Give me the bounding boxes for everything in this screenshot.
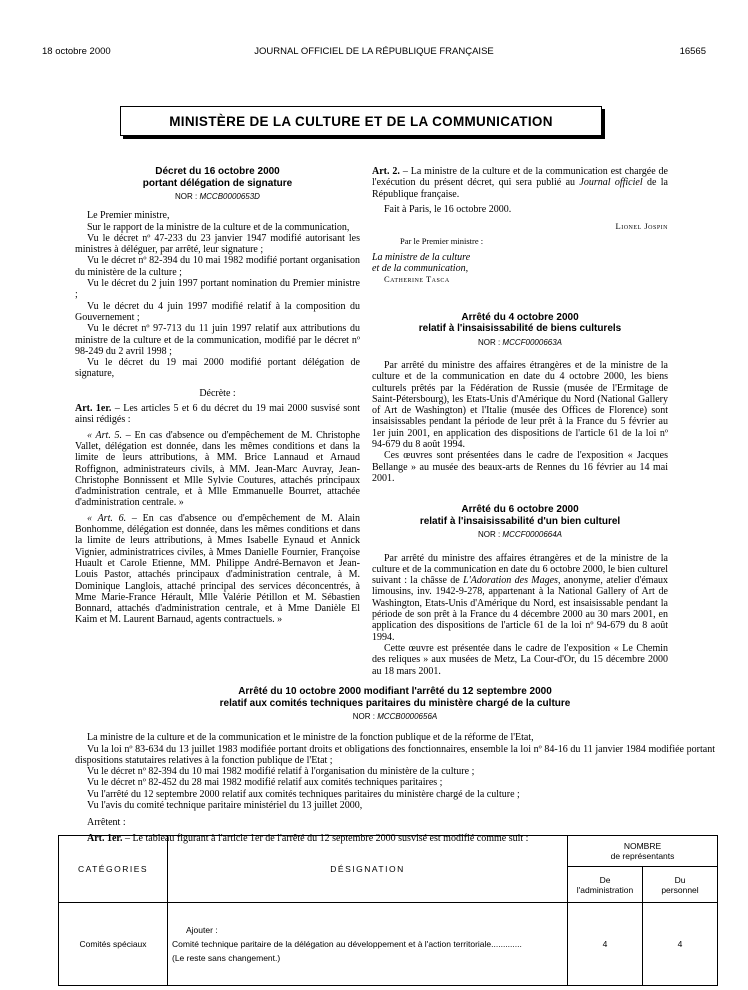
header-personnel: Du personnel (643, 867, 718, 903)
left-column (75, 166, 360, 626)
decree1-decrete: Décrète : (199, 387, 236, 399)
header-date: 18 octobre 2000 (42, 46, 111, 57)
decree1-signatory: Lionel Jospin (615, 221, 668, 232)
decree1-paragraph: Vu le décret nº 97-713 du 11 juin 1997 relatif aux attributions du ministre de la culture et de la communication, modifié par le décret nº 98-249 du 2 avril 1998 ; (75, 323, 360, 357)
table-header-row (59, 836, 718, 867)
cell-designation: Ajouter : Comité technique paritaire de la délégation au développement et à l'action territoriale............. (Le reste sans changement.) (168, 903, 568, 986)
arrete3-arretent: Arrêtent : (87, 817, 126, 829)
arrete3-section (75, 686, 715, 844)
arrete3-paragraph: Vu le décret nº 82-394 du 10 mai 1982 modifié relatif à l'organisation du ministère de la culture ; (87, 766, 475, 778)
decree1-article-1: Art. 1er. – Les articles 5 et 6 du décret du 19 mai 2000 susvisé sont ainsi rédigés : (75, 403, 360, 426)
decree1-article-5: « Art. 5. – En cas d'absence ou d'empêchement de M. Christophe Vallet, délégation est donnée, dans les mêmes conditions et dans la limite de leurs attributions, à MM. Brice Lannaud et Arnaud Roffignon, administrateurs civils, à MM. Jean-Marc Auvray, Jean-Christophe Bonnissent et Mlle Sylvie Coutures, attachés principaux d'administration centrale, et à Mlle Emmanuelle Bourret, attachée d'administration centrale. » (75, 429, 360, 509)
decree1-title: Décret du 16 octobre 2000 portant délégation de signature (142, 166, 293, 189)
arrete2-title: Arrêté du 6 octobre 2000 relatif à l'insaisissabilité d'un bien culturel (419, 504, 621, 527)
decree1-paragraph: Vu le décret nº 82-394 du 10 mai 1982 modifié portant organisation du ministère de la culture ; (75, 255, 360, 278)
decree1-paragraph: Vu le décret du 4 juin 1997 modifié relatif à la composition du Gouvernement ; (75, 300, 360, 323)
decree1-paragraph: Sur le rapport de la ministre de la culture et de la communication, (87, 221, 350, 233)
cell-category: Comités spéciaux (59, 903, 168, 986)
arrete2-paragraph: Cette œuvre est présentée dans le cadre de l'exposition « Le Chemin des reliques » aux musées de Metz, La Cour-d'Or, du 15 décembre 2000 au 18 mars 2001. (372, 642, 668, 677)
arrete3-nor: NOR : MCCB0000656A (352, 712, 438, 721)
arrete1-paragraph: Ces œuvres sont présentées dans le cadre de l'exposition « Jacques Bellange » au musée des beaux-arts de Rennes du 16 février au 14 mai 2001. (372, 450, 668, 484)
decree1-minister: La ministre de la culture et de la communication, Catherine Tasca (372, 251, 471, 285)
arrete3-paragraph: Vu la loi nº 83-634 du 13 juillet 1983 modifiée portant droits et obligations des fonctionnaires, ensemble la loi nº 84-16 du 11 janvier 1984 modifiée portant dispositions statutaires relatives à la fonction publique de l'Etat ; (75, 743, 715, 766)
decree1-paragraph: Le Premier ministre, (87, 210, 170, 222)
arrete1-nor: NOR : MCCF0000663A (477, 337, 563, 347)
cell-personnel-count: 4 (643, 903, 718, 986)
decree1-paragraph: Vu le décret du 2 juin 1997 portant nomination du Premier ministre ; (75, 278, 360, 301)
header-administration: De l'administration (568, 867, 643, 903)
arrete1-title: Arrêté du 4 octobre 2000 relatif à l'insaisissabilité de biens culturels (418, 311, 622, 335)
decree1-fait: Fait à Paris, le 16 octobre 2000. (384, 203, 512, 215)
page-header (42, 46, 706, 60)
decree1-paragraph: Vu le décret nº 47-233 du 23 janvier 1947 modifié autorisant les ministres à déléguer, par arrêté, leur signature ; (75, 232, 360, 256)
header-journal-title: JOURNAL OFFICIEL DE LA RÉPUBLIQUE FRANÇAISE (254, 46, 494, 57)
decree1-article-2: Art. 2. – La ministre de la culture et de la communication est chargée de l'exécution du présent décret, qui sera publié au Journal officiel de la République française. (372, 166, 668, 200)
header-page-number: 16565 (679, 46, 706, 57)
header-designation: DÉSIGNATION (168, 836, 568, 903)
arrete3-paragraph: Vu le décret nº 82-452 du 28 mai 1982 modifié relatif aux comités techniques paritaires ; (87, 777, 443, 789)
arrete2-paragraph: Par arrêté du ministre des affaires étrangères et de la ministre de la culture et de la communication en date du 6 octobre 2000, le bien culturel suivant : la châsse de L'Adoration des Mages, anonyme, atelier d'émaux limousins, inv. 1942-9-278, appartenant à la National Gallery of Art de Washington, Etats-Unis d'Amérique du Nord, est insaisissable pendant la période de son prêt à la France du 4 décembre 2000 au 30 mars 2001, en application des dispositions de l'article 61 de la loi nº 94-679 du 8 août 1994. (372, 552, 669, 643)
decree1-paragraph: Vu le décret du 19 mai 2000 modifié portant délégation de signature, (75, 357, 360, 380)
ministry-title: MINISTÈRE DE LA CULTURE ET DE LA COMMUNICATION (169, 113, 553, 129)
right-column (372, 166, 668, 677)
header-categories: CATÉGORIES (59, 836, 168, 903)
cell-admin-count: 4 (568, 903, 643, 986)
table-row (59, 903, 718, 986)
header-nombre: NOMBRE de représentants (568, 836, 718, 867)
arrete3-article-1: Art. 1er. – Le tableau figurant à l'article 1er de l'arrêté du 12 septembre 2000 susvisé est modifié comme suit : (87, 832, 529, 844)
ministry-banner (120, 106, 602, 136)
arrete3-paragraph: La ministre de la culture et de la communication et le ministre de la fonction publique et de la réforme de l'Etat, (87, 732, 534, 744)
arrete3-paragraph: Vu l'arrêté du 12 septembre 2000 relatif aux comités techniques paritaires du ministère chargé de la culture ; (87, 788, 520, 800)
decree1-par: Par le Premier ministre : (400, 236, 484, 247)
decree1-article-6: « Art. 6. – En cas d'absence ou d'empêchement de M. Alain Bonhomme, délégation est donnée, dans les mêmes conditions et dans la limite de leurs attributions, à Mmes Isabelle Eynaud et Annick Vignier, administratrices civiles, à Mmes Danielle Fournier, Françoise Huault et Carole Etienne, MM. Philippe André-Bernavon et Jean-Louis Pastor, attachés principaux d'administration centrale, à M. Dominique Langlois, attaché principal des services déconcentrés, à Mme Marie-France Hérault, Mlle Valérie Pétillon et M. Sébastien Bonnard, attachés d'administration centrale, et à Mme Danièle El Kaim et M. Laurent Barnaud, agents contractuels. » (75, 512, 360, 626)
arrete3-title: Arrêté du 10 octobre 2000 modifiant l'arrêté du 12 septembre 2000 relatif aux comités techniques paritaires du ministère chargé de la culture (219, 686, 571, 709)
arrete2-nor: NOR : MCCF0000664A (477, 530, 563, 540)
decree1-nor: NOR : MCCB0000653D (175, 192, 260, 201)
arrete1-paragraph: Par arrêté du ministre des affaires étrangères et de la ministre de la culture et de la communication en date du 4 octobre 2000, les biens culturels prêtés par la Fédération de Russie (musée de l'Ermitage de Saint-Pétersbourg), les Etats-Unis d'Amérique du Nord (National Gallery of Art de Washington) et l'Italie (musée des Offices de Florence) sont insaisissables pendant la période de leur prêt à la France du 5 février au 1er juin 2001, en application des dispositions de l'article 61 de la loi nº 94-679 du 8 août 1994. (372, 359, 668, 451)
arrete3-paragraph: Vu l'avis du comité technique paritaire ministériel du 13 juillet 2000, (87, 800, 363, 812)
committee-table (58, 832, 718, 986)
